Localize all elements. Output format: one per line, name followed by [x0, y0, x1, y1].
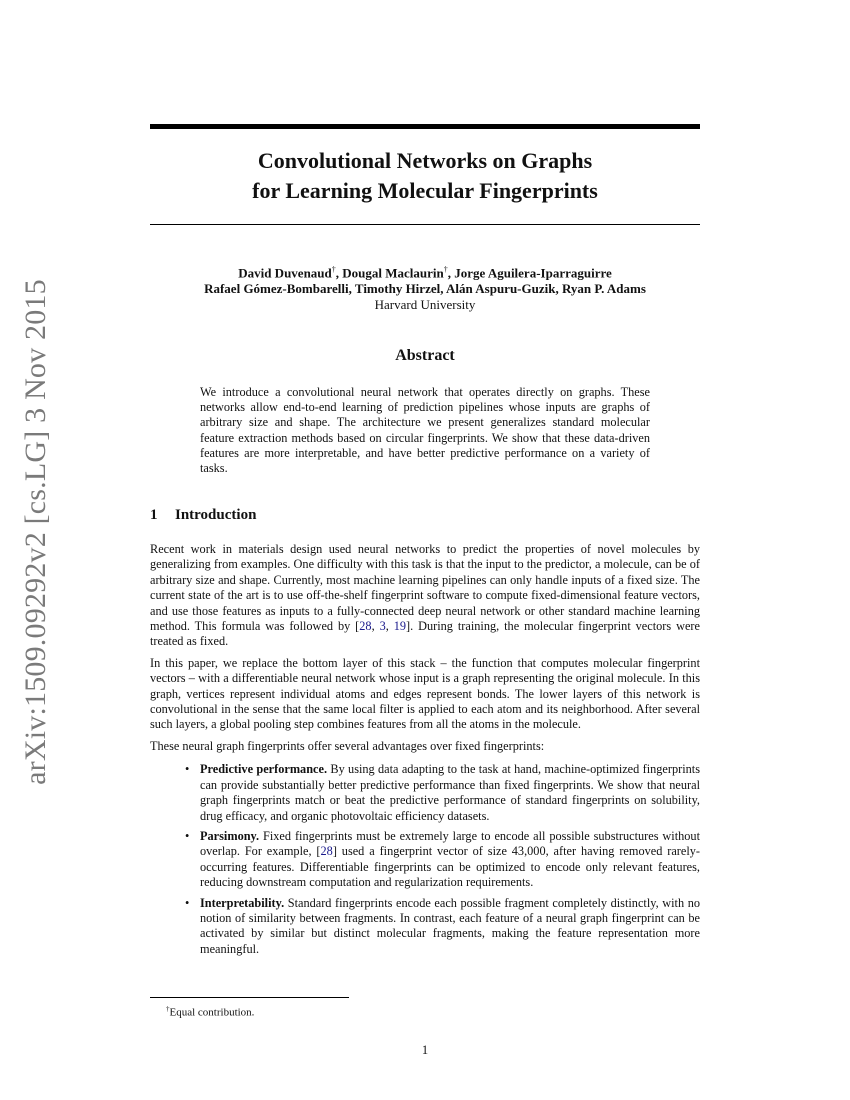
affiliation: Harvard University	[374, 297, 476, 313]
list-item-parsimony	[185, 828, 700, 891]
list-item-text: Fixed fingerprints must be extremely large to encode all possible substructures without overlap. For example, [	[200, 828, 700, 859]
section-title: Introduction	[175, 507, 257, 523]
bullet-icon: •	[185, 762, 190, 777]
citation-separator: ,	[371, 619, 380, 634]
list-item-predictive-performance	[185, 762, 700, 824]
dagger-mark-2: †	[443, 265, 448, 274]
list-item-heading: Predictive performance.	[200, 762, 328, 777]
title-top-rule	[150, 124, 700, 129]
list-item-text-end: ] used a fingerprint vector of size 43,000, after having removed rarely-occurring features. Differentiable fingerprints can be optimized to encode only relevant features, reducing downstream computation and regularization requirements.	[200, 844, 700, 890]
list-item-heading: Interpretability.	[200, 895, 285, 910]
author-block	[150, 262, 700, 313]
bullet-icon: •	[185, 895, 190, 910]
title-line-1: Convolutional Networks on Graphs	[257, 148, 593, 173]
citation-link-28[interactable]: 28	[359, 619, 372, 634]
paragraph-1-end: ]. During training, the molecular fingerprint vectors were treated as fixed.	[150, 619, 700, 649]
author-line-2: Rafael Gómez-Bombarelli, Timothy Hirzel, Alán Aspuru-Guzik, Ryan P. Adams	[204, 281, 646, 297]
title-bottom-rule	[150, 224, 700, 225]
footnote-mark: †	[166, 1005, 170, 1013]
author-duvenaud: David Duvenaud	[238, 265, 332, 281]
list-item-text: Standard fingerprints encode each possible fragment completely distinctly, with no notion of similarity between fragments. In contrast, each feature of a neural graph fingerprint can be activated by similar but distinct molecular fragments, making the feature representation more meaningful.	[200, 895, 700, 956]
section-heading-introduction	[150, 507, 256, 524]
title-line-2: for Learning Molecular Fingerprints	[252, 178, 598, 203]
list-item-heading: Parsimony.	[200, 828, 260, 843]
introduction-body	[150, 542, 700, 962]
paragraph-3: These neural graph fingerprints offer several advantages over fixed fingerprints:	[150, 738, 545, 753]
bullet-icon: •	[185, 828, 190, 843]
citation-link-19[interactable]: 19	[393, 619, 407, 634]
author-separator: ,	[447, 265, 455, 281]
author-line-1	[150, 262, 700, 281]
abstract-text: We introduce a convolutional neural network that operates directly on graphs. These networks allow end-to-end learning of prediction pipelines whose inputs are graphs of arbitrary size and shape. The architecture we present generalizes standard molecular feature extraction methods based on circular fingerprints. We show that these data-driven features are more interpretable, and have better predictive performance on a variety of tasks.	[200, 385, 650, 476]
citation-link-28[interactable]: 28	[320, 844, 333, 859]
footnote	[166, 1002, 254, 1020]
abstract-heading: Abstract	[395, 347, 455, 364]
paper-title	[150, 146, 700, 206]
author-separator: ,	[335, 265, 343, 281]
paragraph-1	[150, 542, 700, 650]
arxiv-side-stamp: arXiv:1509.09292v2 [cs.LG] 3 Nov 2015	[19, 279, 52, 785]
footnote-text: Equal contribution.	[169, 1006, 255, 1019]
footnote-rule	[150, 997, 349, 998]
dagger-mark-1: †	[331, 265, 336, 274]
list-item-interpretability	[185, 895, 700, 958]
section-number: 1	[150, 507, 158, 523]
advantages-list	[150, 762, 700, 957]
list-item-text: By using data adapting to the task at hand, machine-optimized fingerprints can provide substantially better predictive performance than fixed fingerprints. We show that neural graph fingerprints match or beat the predictive performance of standard fingerprints on solubility, drug efficacy, and organic photovoltaic efficiency datasets.	[200, 762, 700, 823]
citation-link-3[interactable]: 3	[379, 619, 386, 634]
author-aguilera: Jorge Aguilera-Iparraguirre	[454, 265, 612, 281]
author-maclaurin: Dougal Maclaurin	[342, 265, 444, 281]
citation-separator: ,	[385, 619, 394, 634]
paragraph-2: In this paper, we replace the bottom layer of this stack – the function that computes molecular fingerprint vectors – with a differentiable neural network whose input is a graph representing the original molecule. In this graph, vertices represent individual atoms and edges represent bonds. The lower layers of this network is convolutional in the sense that the same local filter is applied to each atom and its neighborhood. After several such layers, a global pooling step combines features from all the atoms in the molecule.	[150, 655, 700, 732]
page-number: 1	[421, 1043, 429, 1057]
paragraph-1-text: Recent work in materials design used neural networks to predict the properties of novel molecules by generalizing from examples. One difficulty with this task is that the input to the predictor, a molecule, can be of arbitrary size and shape. Currently, most machine learning pipelines can only handle inputs of a fixed size. The current state of the art is to use off-the-shelf fingerprint software to compute fixed-dimensional feature vectors, and use those features as inputs to a fully-connected deep neural network or other standard machine learning method. This formula was followed by [	[150, 542, 700, 634]
